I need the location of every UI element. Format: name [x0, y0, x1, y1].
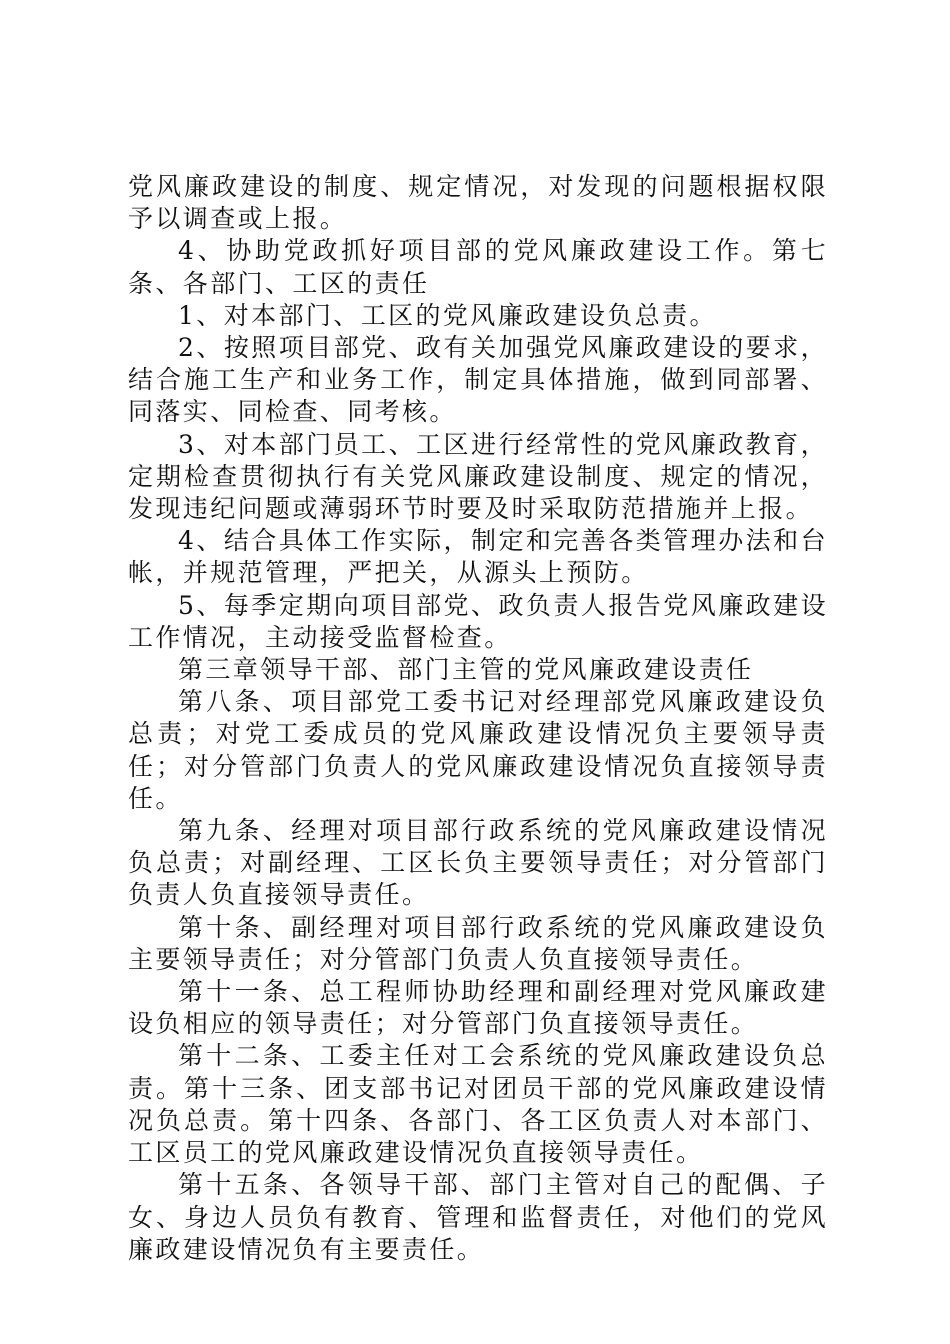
paragraph-6: 4、结合具体工作实际，制定和完善各类管理办法和台帐，并规范管理，严把关，从源头上预防。: [128, 526, 828, 588]
paragraph-9: 第八条、项目部党工委书记对经理部党风廉政建设负总责；对党工委成员的党风廉政建设情况负主要领导责任；对分管部门负责人的党风廉政建设情况负直接领导责任。: [128, 687, 828, 813]
chapter-heading: 第三章领导干部、部门主管的党风廉政建设责任: [178, 655, 754, 685]
paragraph-11: 第十条、副经理对项目部行政系统的党风廉政建设负主要领导责任；对分管部门负责人负直接领导责任。: [128, 912, 828, 974]
document-body: [128, 171, 828, 1266]
paragraph-13: 第十二条、工委主任对工会系统的党风廉政建设负总责。第十三条、团支部书记对团员干部的党风廉政建设情况负总责。第十四条、各部门、各工区负责人对本部门、工区员工的党风廉政建设情况负直接领导责任。: [128, 1041, 828, 1168]
paragraph-4: 2、按照项目部党、政有关加强党风廉政建设的要求，结合施工生产和业务工作，制定具体措施，做到同部署、同落实、同检查、同考核。: [128, 333, 828, 427]
paragraph-3: 1、对本部门、工区的党风廉政建设负总责。: [178, 300, 717, 330]
paragraph-12: 第十一条、总工程师协助经理和副经理对党风廉政建设负相应的领导责任；对分管部门负直接领导责任。: [128, 977, 828, 1039]
paragraph-1: 党风廉政建设的制度、规定情况，对发现的问题根据权限予以调查或上报。: [128, 172, 828, 234]
paragraph-2: 4、协助党政抓好项目部的党风廉政建设工作。第七条、各部门、工区的责任: [128, 236, 828, 298]
paragraph-7: 5、每季定期向项目部党、政负责人报告党风廉政建设工作情况，主动接受监督检查。: [128, 590, 828, 652]
paragraph-10: 第九条、经理对项目部行政系统的党风廉政建设情况负总责；对副经理、工区长负主要领导责任；对分管部门负责人负直接领导责任。: [128, 816, 828, 910]
paragraph-14: 第十五条、各领导干部、部门主管对自己的配偶、子女、身边人员负有教育、管理和监督责任，对他们的党风廉政建设情况负有主要责任。: [128, 1170, 828, 1264]
paragraph-5: 3、对本部门员工、工区进行经常性的党风廉政教育，定期检查贯彻执行有关党风廉政建设制度、规定的情况，发现违纪问题或薄弱环节时要及时采取防范措施并上报。: [128, 429, 828, 524]
